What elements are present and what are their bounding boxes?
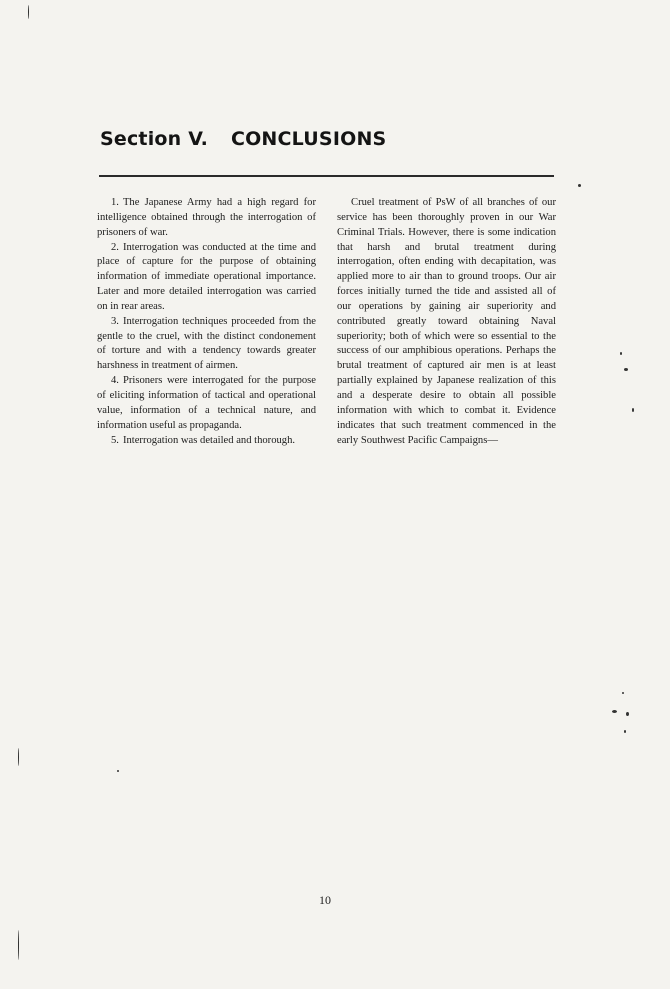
section-title: CONCLUSIONS: [230, 128, 387, 150]
item-number: 4.: [111, 375, 119, 387]
scan-speck: [620, 352, 622, 355]
scan-speck: [632, 408, 634, 412]
scan-speck: [612, 710, 617, 713]
item-text: Interrogation was detailed and thorough.: [122, 434, 296, 446]
scan-speck: [28, 5, 29, 19]
conclusion-item: [97, 374, 316, 433]
page-number: 10: [319, 893, 331, 907]
item-number: 3.: [111, 315, 119, 327]
scan-speck: [578, 184, 581, 187]
discussion-paragraph: Cruel treatment of PsW of all branches of our service has been thoroughly proven in our War Criminal Trials. However, there is some indication that harsh and brutal treatment during interrogation, often ending with decapitation, was applied more to air than to ground troops. Our air forces initially turned the tide and assisted all of our operations by gaining air superiority and contributed greatly toward obtaining Naval superiority; both of which were so essential to the success of our amphibious operations. Perhaps the brutal treatment of captured air men is at least partially explained by Japanese realization of this and a desperate desire to obtain all possible information with which to combat it. Evidence indicates that such treatment commenced in the early Southwest Pacific Campaigns—: [337, 197, 556, 446]
scan-speck: [18, 748, 19, 766]
item-number: 2.: [111, 241, 119, 253]
conclusion-item: [97, 241, 316, 315]
item-text: Interrogation was conducted at the time and place of capture for the purpose of obtaining information of immediate operational importance. Later and more detailed interrogation was carried on in rear areas.: [97, 241, 316, 312]
conclusion-item: [97, 196, 316, 241]
item-text: Prisoners were interrogated for the purpose of eliciting information of tactical and operational value, information of a technical nature, and information useful as propaganda.: [97, 375, 316, 431]
heading-rule: [99, 175, 554, 177]
item-text: The Japanese Army had a high regard for intelligence obtained through the interrogation of prisoners of war.: [97, 197, 316, 238]
scan-speck: [18, 930, 19, 960]
scan-speck: [626, 712, 629, 716]
scan-speck: [624, 368, 628, 371]
item-number: 1.: [111, 197, 119, 208]
discussion-column: [337, 196, 556, 448]
item-number: 5.: [111, 434, 119, 446]
section-heading: [100, 128, 386, 150]
section-label: Section V.: [100, 128, 209, 150]
conclusion-item: [97, 315, 316, 374]
scan-speck: [622, 692, 624, 694]
item-text: Interrogation techniques proceeded from the gentle to the cruel, with the distinct condonement of torture and with a tendency towards greater harshness in treatment of airmen.: [97, 315, 316, 372]
scan-speck: [624, 730, 626, 733]
scan-speck: [117, 770, 119, 772]
conclusion-item: [97, 434, 316, 449]
conclusions-list: [97, 196, 316, 448]
